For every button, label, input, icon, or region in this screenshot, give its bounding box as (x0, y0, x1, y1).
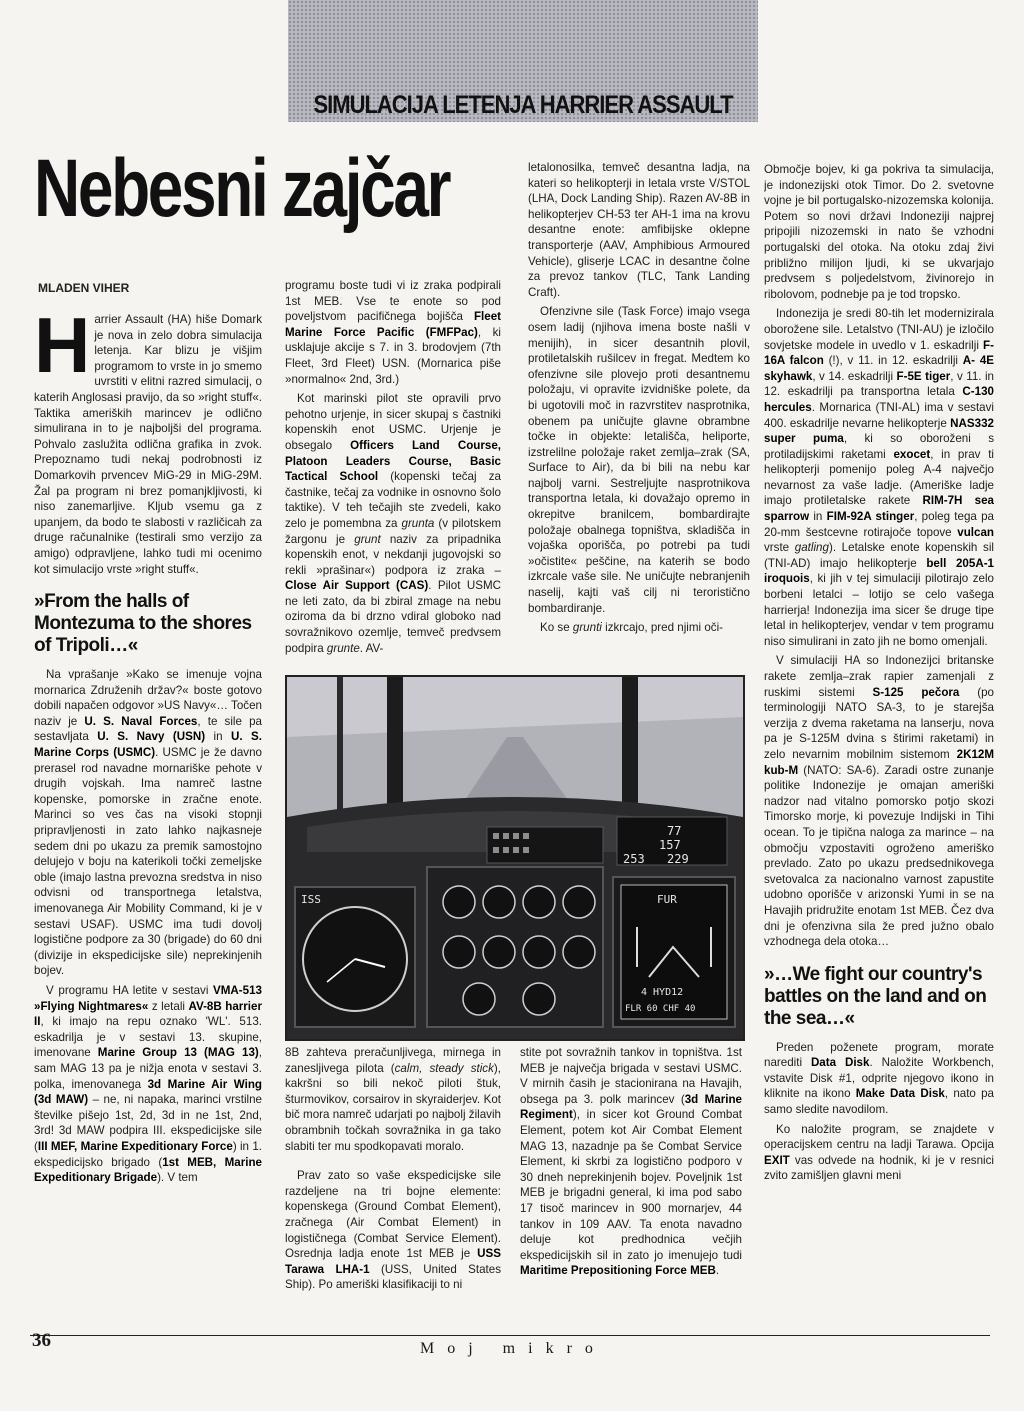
article-column-2-lower (285, 1045, 501, 1317)
left-mfd-label: ISS (301, 893, 321, 906)
paragraph: letalonosilka, temveč desantna ladja, na kateri so helikopterji in letala vrste V/STOL (LHA, Dock Landing Ship). Razen AV-8B in helikopterjev CH-53 ter AH-1 ima na krovu desantne enote: amfibijske oklepne transporterje (AAV, Amphibious Armoured Vehicle), gliserje LCAC in desantne čolne za prevoz tankov (TLC, Tank Landing Craft). (528, 161, 750, 299)
hud-readout-b: 157 (659, 838, 681, 852)
article-column-3-upper (528, 160, 750, 672)
page-number: 36 (32, 1330, 51, 1351)
right-mfd-bottom: FLR 60 CHF 40 (625, 1004, 696, 1014)
paragraph: Kot marinski pilot ste opravili prvo pehotno urjenje, in sicer skupaj s častniki kopenskih enot USMC. Urjenje je obsegalo Officers Land Course, Platoon Leaders Course, Basic Tactical School (kopenski tečaj za častnike, tečaj za vodnike in osnovno šolo taktike). V teh tečajih ste zvedeli, kako zelo je pomembna za grunta (v pilotskem žargonu je grunt naziv za pripadnika kopenskih enot, v nekdanji jugovojski so rekli »prašinar«) podpora iz zraka – Close Air Support (CAS). Pilot USMC ne leti zato, da bi zbiral zmage na nebu oziroma da bi drzno vdiral globoko nad sovražnikovo ozemlje, temveč predvsem podpira grunte. AV- (285, 392, 501, 655)
paragraph: Ofenzivne sile (Task Force) imajo vsega osem ladij (njihova imena boste našli v menijih), in sicer desantnih plovil, protiletalskih rušilcev in fregat. Medtem ko ofenzivne sile plovejo proti desantnemu položaju, vi opravite izvidniške polete, da bi ugotovili moč in razvrstitev nasprotnika, obenem pa uničujte glavne obrambne točke in objekte: letališča, heliporte, izstrelilne položaje raket zemlja–zrak (SA, Surface to Air), da bi bili na nebu kar najbolj varni. Sestreljujte nasprotnikova transportna letala, ki dovažajo opremo in okrepitve branilcem, bombardirajte položaje obalnega topništva, skladišča in vojaška oporišča, po potrebi pa tudi »očistite« peščine, na katerih se bodo izkrcale vaše sile. Ne uničujte nebranjenih naselij, kajti vaš cilj ni teroristično bombardiranje. (528, 305, 750, 615)
hud-readout-d: 229 (667, 852, 689, 866)
section-subhead-2: »…We fight our country's battles on the land and on the sea…« (764, 963, 987, 1029)
paragraph: programu boste tudi vi iz zraka podpirali 1st MEB. Vse te enote so pod poveljstvom pacifičnega bojišča Fleet Marine Force Pacific (FMFPac), ki usklajuje akcije s 7. in 3. brodovjem (7th Fleet, 3rd Fleet) USN. (Mornarica piše »normalno« 2nd, 3rd.) (285, 279, 501, 386)
right-mfd-top: FUR (657, 893, 677, 906)
magazine-name: Moj mikro (420, 1340, 606, 1357)
article-column-1 (34, 312, 262, 1312)
author-byline: MLADEN VIHER (38, 281, 130, 295)
cockpit-illustration (287, 677, 743, 1039)
paragraph: stite pot sovražnih tankov in topništva. 1st MEB je največja brigada v sestavi USMC. V mirnih časih je stacionirana na Havajih, obsega pa 3. polk marincev (3d Marine Regiment), in sicer kot Ground Combat Element, potem kot Air Combat Element MAG 13, nazadnje pa še Combat Service Element, ki skrbi za logistično podporo v 30 dneh neprekinjenih bojev. Poveljnik 1st MEB je brigadni general, ki ima pod sabo 17 tisoč marincev in 900 mornarjev, 44 tankov in 109 AAV. Ta enota navadno deluje kot predhodnica večjih ekspedicijskih sil in zato jo imenujejo tudi Maritime Prepositioning Force MEB. (520, 1046, 742, 1278)
paragraph: Prav zato so vaše ekspedicijske sile razdeljene na tri bojne elemente: kopenskega (Ground Combat Element), zračnega (Air Combat Element) in logističnega (Combat Service Element). Osrednja ladja enote 1st MEB je USS Tarawa LHA-1 (USS, United States Ship). Po ameriški klasifikaciji to ni (285, 1169, 501, 1292)
drop-cap: H (34, 312, 91, 389)
hud-readout-c: 253 (623, 852, 645, 866)
paragraph: 8B zahteva preračunljivega, mirnega in zanesljivega pilota (calm, steady stick), kakršni so bili nekoč piloti štuk, šturmovikov, corsairov in skyraiderjev. Kot bič mora namreč udarjati po najbolj žilavih obrambnih točkah sovražnika in ga tako slabiti ter mu spodkopavati moralo. (285, 1046, 501, 1153)
banner-title: SIMULACIJA LETENJA HARRIER ASSAULT (313, 90, 733, 119)
paragraph: Indonezija je sredi 80-tih let modernizirala oborožene sile. Letalstvo (TNI-AU) je izločilo sovjetske modele in uvedlo v 1. eskadrilji F-16A falcon (!), v 11. in 12. eskadrilji A- 4E skyhawk, v 14. eskadrilji F-5E tiger, v 11. in 12. eskadrilji pa transportna letala C-130 hercules. Mornarica (TNI-AL) ima v sestavi 400. eskadrilje nevarne helikopterje NAS332 super puma, ki so oboroženi s protiladijskimi raketami exocet, in prav ti helikopterji pomenijo poleg A-4 največjo nevarnost za vaše ladje. (Ameriške ladje imajo protiletalske rakete RIM-7H sea sparrow in FIM-92A stinger, poleg tega pa 20-mm šestcevne rotirajoče topove vulcan vrste gatling). Letalske enote kopenskih sil (TNI-AD) imajo helikopterje bell 205A-1 iroquois, ki jih v tej simulaciji pilotirajo zelo borbeni letalci – lotijo se celo vašega harrierja! Indonezija ima sicer še druge tipe letal in helikopterjev, vendar v tem programu niso simulirani in zato jih ne bomo omenjali. (764, 307, 994, 648)
intro-paragraph: Harrier Assault (HA) hiše Domark je nova in zelo dobra simulacija letenja. Kar blizu je višjim programom to vrste in jo smemo uvrstiti v elitni razred simulacij, o katerih Anglosasi pravijo, da so »right stuff«. Taktika ameriških marincev je odlično simulirana in to je najboljši del programa. Pohvalo zaslužita odlična grafika in zvok. Prepoznamo tudi nekaj podrobnosti iz Domarkovih prvencev MiG-29 in MiG-29M. Žal pa program ni brez pomanjkljivosti, ki niso zanemarljive. Kljub vsemu ga z upanjem, da bodo te slabosti v različicah za druge računalnike (testirali smo verzijo za amigo) odpravljene, lahko tudi mi ocenimo kot simulacijo vrste »right stuff«. (34, 312, 262, 576)
paragraph: Na vprašanje »Kako se imenuje vojna mornarica Združenih držav?« boste gotovo dobili napačen odgovor »US Navy«… Točen naziv je U. S. Naval Forces, te sile pa sestavljata U. S. Navy (USN) in U. S. Marine Corps (USMC). USMC je že davno prerasel rod navadne mornariške pehote v drugih vojskah. Ima namreč lastne kopenske, pomorske in zračne enote. Marinci so ves čas na visoki stopnji pripravljenosti in zato lahko najkasneje sedem dni po ukazu za premik samostojno delujejo v boju na katerikoli točki zemeljske oble (imajo lastna prevozna sredstva in niso odvisni od transportnega letalstva, imenovanega Air Mobility Command, ki je v sestavi USAF). USMC ima tudi dovolj logistične podpore za 30 (brigade) do 60 dni (divizije in ekspedicijske sile) neprekinjenih bojev. (34, 668, 262, 978)
article-column-3-lower (520, 1045, 742, 1317)
paragraph: Ko naložite program, se znajdete v operacijskem centru na ladji Tarawa. Opcija EXIT vas odvede na hodnik, ki je v resnici zvito zamišljen glavni meni (764, 1122, 994, 1183)
paragraph: Ko se grunti izkrcajo, pred njimi oči- (540, 621, 724, 635)
article-column-4 (764, 162, 994, 1324)
article-column-2-upper (285, 278, 501, 670)
hud-readout-a: 77 (667, 824, 682, 838)
right-mfd-hyd: 4 HYD12 (641, 987, 684, 998)
paragraph: V simulaciji HA so Indonezijci britanske rakete zemlja–zrak rapier zamenjali z ruskimi sistemi S-125 pečora (po terminologiji NATO SA-3, to je starejša verzija z dvema raketama na lanserju, nova pa je S-125M dvina s štirimi raketami) in zelo nevarnim mobilnim sistemom 2K12M kub-M (NATO: SA-6). Zaradi ostre zunanje politike Indonezije je omajan ameriški nadzor nad vitalno pomorsko potjo skozi Timorsko morje, ki povezuje Indijski in Tihi ocean. To je tipična naloga za marince – na območju vzpostaviti ogroženo ameriško prevlado. Zato po ukazu predsednikovega svetovalca za nacionalno varnost zapustite udobno oporišče v arizonski Yumi in se na Havajih pridružite enotam 1st MEB. Čez dva dni je ofenzivna sila že pred južno obalo vzhodnega dela otoka… (764, 654, 994, 949)
header-banner (288, 0, 758, 122)
footer-rule (30, 1335, 990, 1336)
article-headline: Nebesni zajčar (34, 143, 450, 234)
paragraph: Preden poženete program, morate narediti Data Disk. Naložite Workbench, vstavite Disk #1, odprite njegovo ikono in kliknite na ikono Make Data Disk, nato pa samo sledite navodilom. (764, 1040, 994, 1117)
paragraph: Območje bojev, ki ga pokriva ta simulacija, je indonezijski otok Timor. Do 2. svetovne vojne je bil portugalsko-nizozemska kolonija. Potem so novi državi Indoneziji najprej pripojili nizozemski in nato še vzhodni portugalski del otoka. Na otoku zdaj živi približno milijon ljudi, ki se ukvarjajo predvsem s poljedelstvom, živinorejo in ribolovom, podnebje pa je tod tropsko. (764, 163, 994, 301)
section-subhead-1: »From the halls of Montezuma to the shores of Tripoli…« (34, 591, 252, 657)
paragraph: V programu HA letite v sestavi VMA-513 »Flying Nightmares« z letali AV-8B harrier II, ki imajo na repu oznako 'WL'. 513. eskadrilja je v sestavi 13. skupine, imenovane Marine Group 13 (MAG 13), sam MAG 13 pa je nižja enota v sestavi 3. polka, imenovanega 3d Marine Air Wing (3d MAW) – ne, ni napaka, marinci vrstilne številke pišejo 1st, 2d, 3d in ne 1st, 2nd, 3rd! 3d MAW podpira III. ekspedicijske sile (III MEF, Marine Expeditionary Force) in 1. ekspedicijsko brigado (1st MEB, Marine Expeditionary Brigade). V tem (34, 983, 262, 1185)
cockpit-screenshot (285, 675, 745, 1041)
